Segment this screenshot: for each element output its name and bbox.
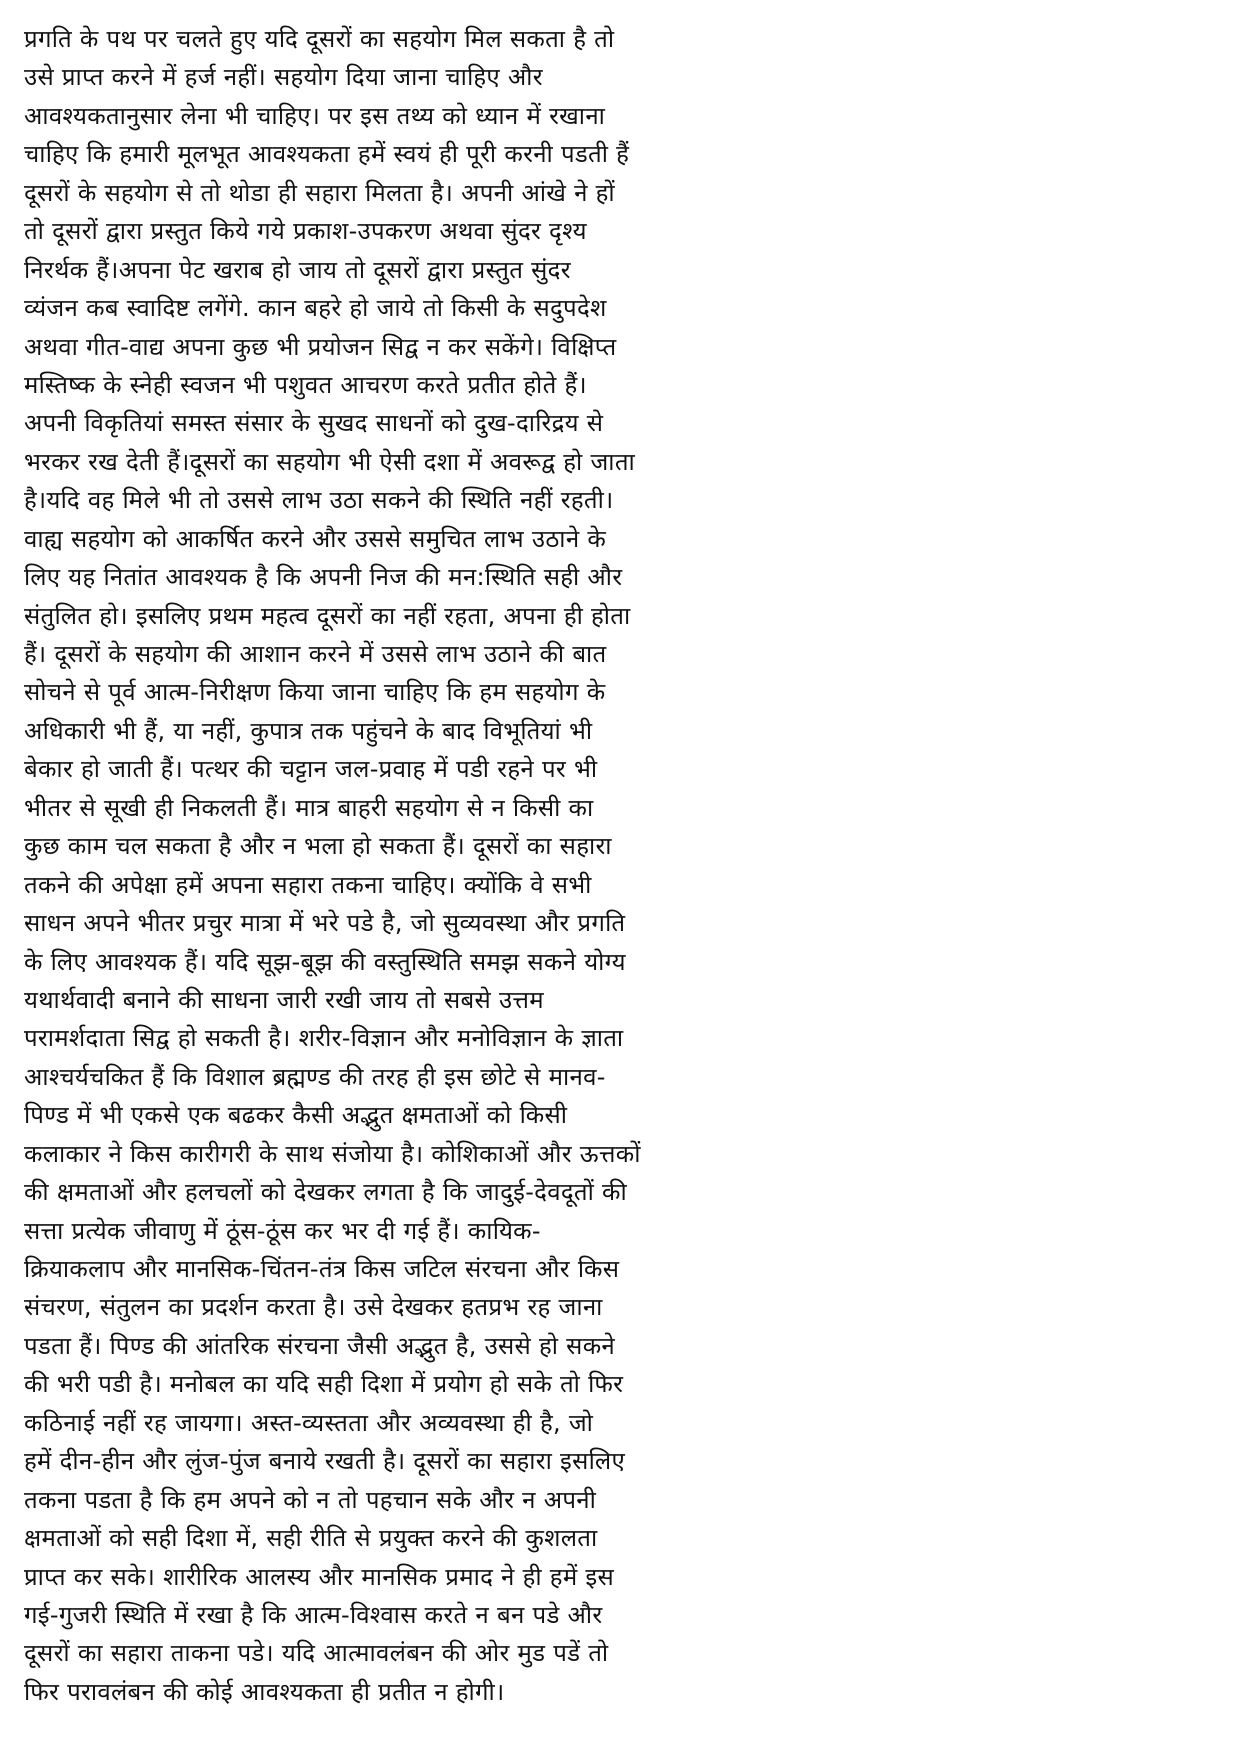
text-line: है।यदि वह मिले भी तो उससे लाभ उठा सकने की स्थिति नहीं रहती। [24, 486, 614, 515]
text-line: सत्ता प्रत्येक जीवाणु में ठूंस-ठूंस कर भर दी गई हैं। कायिक- [24, 1216, 541, 1245]
text-line: क्रियाकलाप और मानसिक-चिंतन-तंत्र किस जटिल संरचना और किस [24, 1255, 620, 1283]
text-line: भीतर से सूखी ही निकलती हैं। मात्र बाहरी सहयोग से न किसी का [24, 793, 594, 822]
text-line: प्राप्त कर सके। शारीरिक आलस्य और मानसिक प्रमाद ने ही हमें इस [24, 1562, 615, 1591]
text-line: प्रगति के पथ पर चलते हुए यदि दूसरों का सहयोग मिल सकता है तो [24, 25, 615, 53]
text-line: लिए यह नितांत आवश्यक है कि अपनी निज की मन:स्थिति सही और [24, 563, 623, 592]
text-line: गई-गुजरी स्थिति में रखा है कि आत्म-विश्वास करते न बन पडे और [24, 1600, 603, 1629]
text-line: हमें दीन-हीन और लुंज-पुंज बनाये रखती है। दूसरों का सहारा इसलिए [24, 1447, 626, 1476]
text-line: की भरी पडी है। मनोबल का यदि सही दिशा में प्रयोग हो सके तो फिर [24, 1370, 624, 1399]
text-line: भरकर रख देती हैं।दूसरों का सहयोग भी ऐसी दशा में अवरूद्व हो जाता [24, 447, 636, 476]
text-line: हैं। दूसरों के सहयोग की आशान करने में उससे लाभ उठाने की बात [24, 640, 607, 668]
text-line: के लिए आवश्यक हैं। यदि सूझ-बूझ की वस्तुस्थिति समझ सकने योग्य [24, 947, 626, 976]
text-line: पडता हैं। पिण्ड की आंतरिक संरचना जैसी अद्भुत है, उससे हो सकने [24, 1331, 616, 1360]
text-line: साधन अपने भीतर प्रचुर मात्रा में भरे पडे है, जो सुव्यवस्था और प्रगति [24, 909, 626, 938]
text-line: कुछ काम चल सकता है और न भला हो सकता हैं। दूसरों का सहारा [24, 832, 612, 861]
text-line: की क्षमताओं और हलचलों को देखकर लगता है कि जादुई-देवदूतों की [24, 1178, 627, 1207]
text-line: तकना पडता है कि हम अपने को न तो पहचान सके और न अपनी [24, 1485, 597, 1514]
text-line: फिर परावलंबन की कोई आवश्यकता ही प्रतीत न होगी। [24, 1677, 505, 1706]
text-line: वाह्य सहयोग को आकर्षित करने और उससे समुचित लाभ उठाने के [24, 524, 607, 553]
text-line: सोचने से पूर्व आत्म-निरीक्षण किया जाना चाहिए कि हम सहयोग के [24, 678, 606, 707]
text-line: कठिनाई नहीं रह जायगा। अस्त-व्यस्तता और अव्यवस्था ही है, जो [24, 1408, 594, 1437]
text-line: अपनी विकृतियां समस्त संसार के सुखद साधनों को दुख-दारिद्रय से [24, 409, 604, 438]
text-line: तकने की अपेक्षा हमें अपना सहारा तकना चाहिए। क्योंकि वे सभी [24, 870, 592, 899]
text-line: पिण्ड में भी एकसे एक बढकर कैसी अद्भुत क्षमताओं को किसी [24, 1101, 568, 1130]
text-line: संचरण, संतुलन का प्रदर्शन करता है। उसे देखकर हतप्रभ रह जाना [24, 1293, 603, 1322]
body-text [24, 20, 724, 1711]
text-line: दूसरों के सहयोग से तो थोडा ही सहारा मिलता है। अपनी आंखे ने हों [24, 178, 615, 207]
text-line: उसे प्राप्त करने में हर्ज नहीं। सहयोग दिया जाना चाहिए और [24, 63, 543, 92]
text-line: व्यंजन कब स्वादिष्ट लगेंगे. कान बहरे हो जाये तो किसी के सदुपदेश [24, 294, 607, 323]
text-line: क्षमताओं को सही दिशा में, सही रीति से प्रयुक्त करने की कुशलता [24, 1524, 598, 1553]
text-line: तो दूसरों द्वारा प्रस्तुत किये गये प्रकाश-उपकरण अथवा सुंदर दृश्य [24, 217, 587, 246]
text-line: आवश्यकतानुसार लेना भी चाहिए। पर इस तथ्य को ध्यान में रखाना [24, 101, 606, 130]
text-line: आश्चर्यचकित हैं कि विशाल ब्रह्मण्ड की तरह ही इस छोटे से मानव- [24, 1062, 606, 1091]
text-line: कलाकार ने किस कारीगरी के साथ संजोया है। कोशिकाओं और ऊत्तकों [24, 1139, 641, 1168]
text-line: बेकार हो जाती हैं। पत्थर की चट्टान जल-प्रवाह में पडी रहने पर भी [24, 755, 598, 784]
text-line: निरर्थक हैं।अपना पेट खराब हो जाय तो दूसरों द्वारा प्रस्तुत सुंदर [24, 255, 571, 284]
text-line: चाहिए कि हमारी मूलभूत आवश्यकता हमें स्वयं ही पूरी करनी पडती हैं [24, 140, 630, 169]
text-line: यथार्थवादी बनाने की साधना जारी रखी जाय तो सबसे उत्तम [24, 985, 544, 1014]
text-line: परामर्शदाता सिद्व हो सकती है। शरीर-विज्ञान और मनोविज्ञान के ज्ञाता [24, 1024, 624, 1053]
text-line: मस्तिष्क के स्नेही स्वजन भी पशुवत आचरण करते प्रतीत होते हैं। [24, 370, 587, 399]
text-line: दूसरों का सहारा ताकना पडे। यदि आत्मावलंबन की ओर मुड पडें तो [24, 1639, 609, 1668]
text-line: अधिकारी भी हैं, या नहीं, कुपात्र तक पहुंचने के बाद विभूतियां भी [24, 716, 593, 745]
text-line: अथवा गीत-वाद्य अपना कुछ भी प्रयोजन सिद्व न कर सकेंगे। विक्षिप्त [24, 332, 617, 361]
text-line: संतुलित हो। इसलिए प्रथम महत्व दूसरों का नहीं रहता, अपना ही होता [24, 601, 631, 630]
